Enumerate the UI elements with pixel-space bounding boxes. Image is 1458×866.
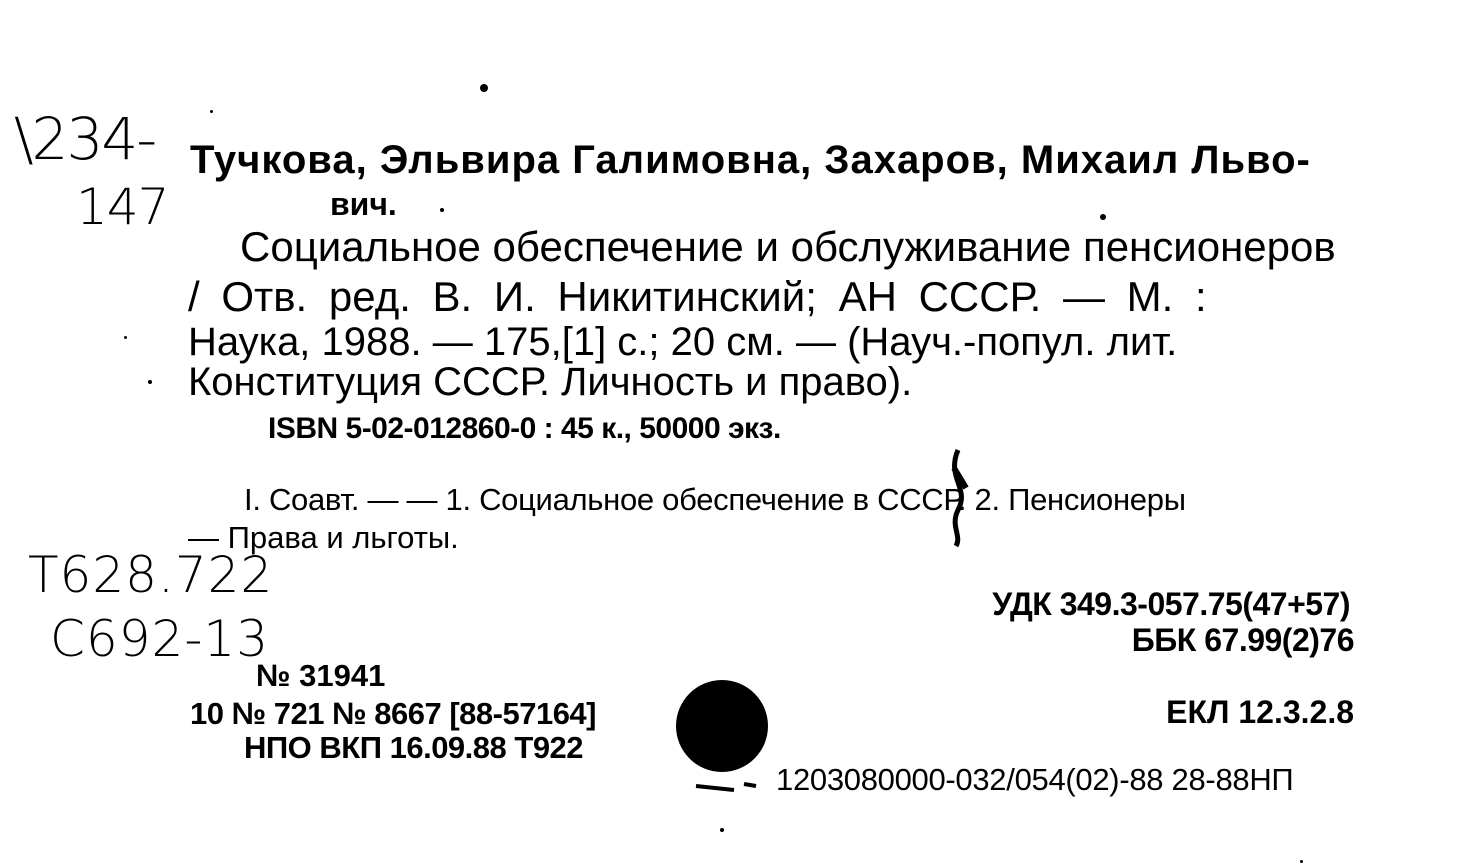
card-series-line: Конституция СССР. Личность и право). — [188, 360, 913, 404]
handwritten-classification-2: C692-13 — [50, 610, 270, 668]
card-tracings: I. Соавт. — — 1. Социальное обеспечение в СССР. 2. Пенсионеры — [244, 482, 1186, 517]
card-udk: УДК 349.3-057.75(47+57) — [992, 586, 1350, 622]
card-imprint-line: Наука, 1988. — 175,[1] с.; 20 см. — (Науч.-попул. лит. — [188, 320, 1178, 364]
handwritten-cutter-suffix: 147 — [76, 178, 169, 236]
card-print-info: 10 № 721 № 8667 [88-57164] — [190, 696, 596, 731]
speck — [440, 208, 444, 212]
card-print-date: НПО ВКП 16.09.88 Т922 — [244, 730, 584, 765]
handwritten-cutter-number: \234- — [14, 105, 156, 173]
card-heading: Тучкова, Эльвира Галимовна, Захаров, Михаил Льво- — [190, 138, 1311, 182]
speck — [720, 828, 724, 832]
dash-mark — [694, 774, 764, 798]
speck — [124, 336, 127, 339]
speck — [1100, 214, 1106, 220]
speck — [148, 380, 152, 384]
card-heading-continued: вич. — [330, 186, 397, 222]
handwritten-classification-1: T628.722 — [28, 546, 274, 604]
card-responsibility-line: / Отв. ред. В. И. Никитинский; АН СССР. — М. : — [188, 273, 1207, 320]
card-isbn: ISBN 5-02-012860-0 : 45 к., 50000 экз. — [268, 412, 781, 445]
card-bbk: ББК 67.99(2)76 — [1131, 622, 1354, 658]
card-order-number: № 31941 — [256, 658, 386, 693]
card-title-line: Социальное обеспечение и обслуживание пенсионеров — [240, 223, 1336, 270]
card-tracings-continued: — Права и льготы. — [188, 520, 459, 555]
tear-mark-icon — [940, 448, 974, 548]
speck — [480, 84, 488, 92]
card-code: 1203080000-032/054(02)-88 28-88НП — [776, 762, 1294, 797]
speck — [1300, 860, 1303, 863]
card-ekl: ЕКЛ 12.3.2.8 — [1166, 694, 1354, 730]
speck — [210, 110, 213, 113]
punch-hole — [676, 680, 768, 772]
